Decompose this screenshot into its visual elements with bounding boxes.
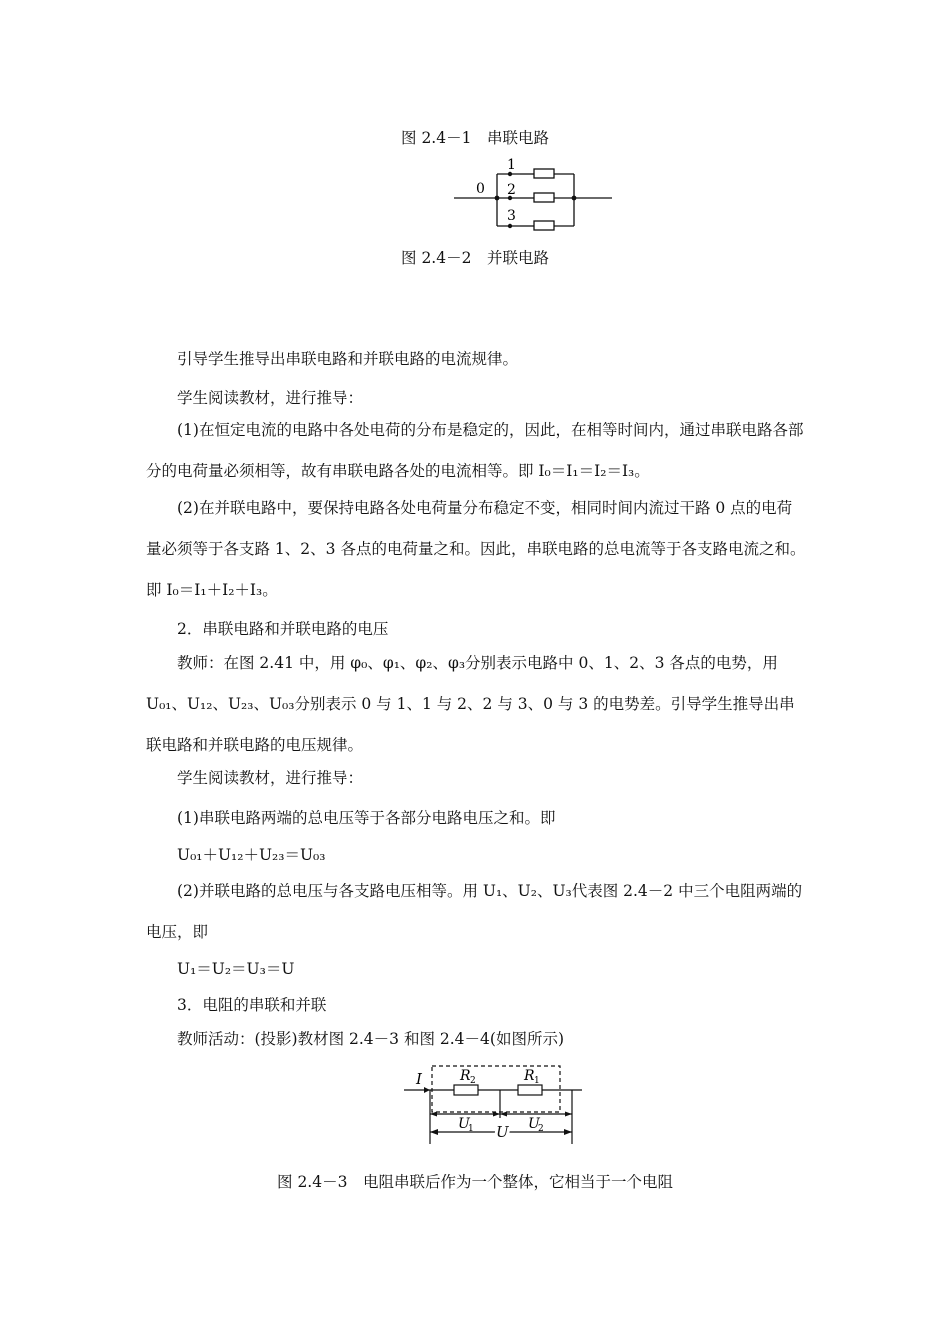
resistor-3 bbox=[534, 221, 554, 230]
resistor-2 bbox=[534, 193, 554, 202]
resistor-r2 bbox=[454, 1085, 478, 1095]
section-heading: 2．串联电路和并联电路的电压 bbox=[177, 620, 389, 638]
u1-subscript: 1 bbox=[468, 1124, 474, 1134]
series-resistor-diagram bbox=[402, 1062, 586, 1148]
equation: U₀₁＋U₁₂＋U₂₃＝U₀₃ bbox=[177, 846, 326, 864]
figure-caption-2-4-3: 图 2.4－3 电阻串联后作为一个整体，它相当于一个电阻 bbox=[277, 1173, 673, 1191]
paragraph: 学生阅读教材，进行推导： bbox=[177, 389, 364, 407]
paragraph: 教师活动：(投影)教材图 2.4－3 和图 2.4－4(如图所示) bbox=[177, 1030, 564, 1048]
paragraph: 学生阅读教材，进行推导： bbox=[177, 769, 364, 787]
r2-subscript: 2 bbox=[470, 1076, 476, 1086]
node-label-0: 0 bbox=[476, 181, 485, 197]
equation: U₁＝U₂＝U₃＝U bbox=[177, 960, 295, 978]
r2-label: R bbox=[460, 1068, 471, 1084]
node-label-3: 3 bbox=[507, 208, 516, 224]
node-label-1: 1 bbox=[507, 157, 516, 173]
section-heading: 3．电阻的串联和并联 bbox=[177, 996, 327, 1014]
figure-caption-2-4-2: 图 2.4－2 并联电路 bbox=[401, 249, 549, 267]
paragraph: 引导学生推导出串联电路和并联电路的电流规律。 bbox=[177, 350, 519, 368]
paragraph: (1)在恒定电流的电路中各处电荷的分布是稳定的，因此，在相等时间内，通过串联电路各部分的电荷量必须相等，故有串联电路各处的电流相等。即 I₀＝I₁＝I₂＝I₃。 bbox=[146, 421, 804, 480]
u2-subscript: 2 bbox=[538, 1124, 544, 1134]
u2-label: U bbox=[528, 1116, 540, 1132]
paragraph: (2)并联电路的总电压与各支路电压相等。用 U₁、U₂、U₃代表图 2.4－2 中三个电阻两端的电压，即 bbox=[146, 882, 803, 941]
equivalent-resistor-box bbox=[432, 1066, 560, 1112]
total-voltage-label: U bbox=[496, 1123, 509, 1141]
current-label: I bbox=[416, 1070, 422, 1088]
figure-caption-2-4-1: 图 2.4－1 串联电路 bbox=[401, 129, 549, 147]
u1-label: U bbox=[458, 1116, 470, 1132]
r1-label: R bbox=[524, 1068, 535, 1084]
paragraph: (2)在并联电路中，要保持电路各处电荷量分布稳定不变，相同时间内流过干路 0 点的电荷量必须等于各支路 1、2、3 各点的电荷量之和。因此，串联电路的总电流等于各支路电流之和。即 I₀＝I₁＋I₂＋I₃。 bbox=[146, 499, 806, 599]
node-label-2: 2 bbox=[507, 182, 516, 198]
resistor-1 bbox=[534, 169, 554, 178]
r1-subscript: 1 bbox=[534, 1076, 540, 1086]
paragraph: (1)串联电路两端的总电压等于各部分电路电压之和。即 bbox=[177, 809, 556, 827]
resistor-r1 bbox=[518, 1085, 542, 1095]
parallel-circuit-diagram bbox=[452, 156, 616, 236]
paragraph: 教师：在图 2.41 中，用 φ₀、φ₁、φ₂、φ₃分别表示电路中 0、1、2、3 各点的电势，用 U₀₁、U₁₂、U₂₃、U₀₃分别表示 0 与 1、1 与 2、2 与 3、0 与 3 的电势差。引导学生推导出串联电路和并联电路的电压规律。 bbox=[146, 654, 795, 754]
